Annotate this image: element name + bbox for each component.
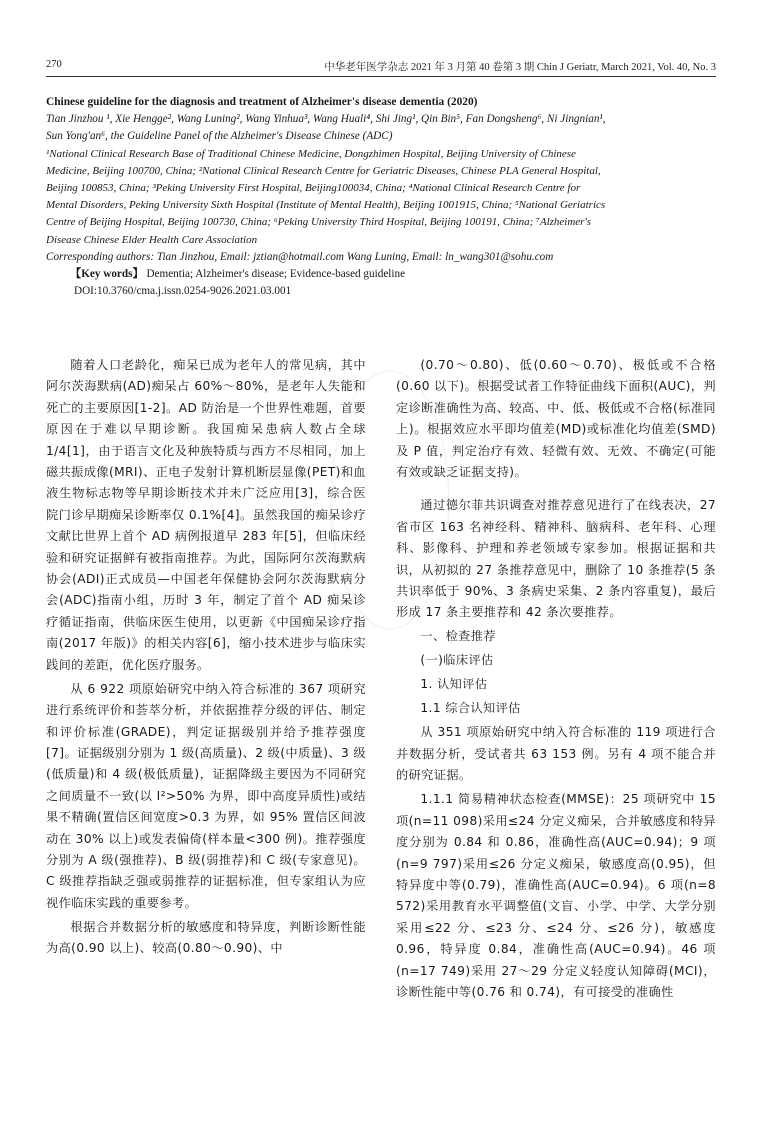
header-rule — [46, 76, 716, 77]
running-header — [46, 59, 716, 75]
doi: DOI:10.3760/cma.j.issn.0254-9026.2021.03.001 — [74, 285, 292, 298]
subsection-heading: 1.1 综合认知评估 — [420, 701, 521, 716]
page-number: 270 — [46, 59, 62, 70]
corresponding-authors: Corresponding authors: Tian Jinzhou, Email: jztian@hotmail.com Wang Luning, Email: ln_wang301@sohu.com — [46, 250, 554, 263]
keywords-label: 【Key words】 — [70, 268, 144, 281]
section-heading: 一、检查推荐 — [420, 629, 496, 644]
keywords-line — [46, 266, 606, 283]
paragraph: (0.70～0.80)、低(0.60～0.70)、极低或不合格(0.60 以下)。根据受试者工作特征曲线下面积(AUC)，判定诊断准确性为高、较高、中、低、极低或不合格(标准同上)。根据效应水平即均值差(MD)或标准化均值差(SMD)及 P 值，判定治疗有效、轻微有效、无效、不确定(可能有效或缺乏证据支持)。 — [396, 358, 716, 480]
english-authors: Tian Jinzhou ¹, Xie Hengge², Wang Luning², Wang Yinhua³, Wang Huali⁴, Shi Jing¹, Qin Bin⁵, Fan Dongsheng⁶, Ni Jingnian¹, Sun Yong'an⁶, the Guideline Panel of the Alzheimer's Disease Chinese (ADC) — [46, 113, 606, 143]
paragraph: 随着人口老龄化，痴呆已成为老年人的常见病，其中阿尔茨海默病(AD)痴呆占 60%～80%，是老年人失能和死亡的主要原因[1-2]。AD 防治是一个世界性难题，首要原因在于难以早期诊断。我国痴呆患病人数占全球 1/4[1]，由于语言文化及种族特质与西方不尽相同，加上磁共振成像(MRI)、正电子发射计算机断层显像(PET)和血液生物标志物等早期诊断技术并未广泛应用[3]，综合医院门诊早期痴呆诊断率仅 0.1%[4]。虽然我国的痴呆诊疗文献比世界上首个 AD 病例报道早 283 年[5]，但临床经验和研究证据鲜有被指南推荐。为此，国际阿尔茨海默病协会(ADI)正式成员—中国老年保健协会阿尔茨海默病分会(ADC)指南小组，历时 3 年，制定了首个 AD 痴呆诊疗循证指南，供临床医生使用，以更新《中国痴呆诊疗指南(2017 年版)》的相关内容[6]，缩小技术进步与临床实践间的差距，优化医疗服务。 — [46, 358, 366, 672]
paragraph: 通过德尔菲共识调查对推荐意见进行了在线表决，27 省市区 163 名神经科、精神科、脑病科、老年科、心理科、影像科、护理和养老领域专家参加。根据证据和共识，从初拟的 27 条推荐意见中，删除了 10 条推荐(5 条共识率低于 90%、3 条病史采集、2 条内容重复)，最后形成 17 条主要推荐和 42 条次要推荐。 — [396, 498, 716, 620]
body-column-right — [396, 355, 716, 1006]
english-title: Chinese guideline for the diagnosis and treatment of Alzheimer's disease dementia (2020) — [46, 96, 478, 108]
keywords-text: Dementia; Alzheimer's disease; Evidence-based guideline — [146, 268, 406, 281]
subsection-heading: (一)临床评估 — [420, 653, 494, 668]
english-affiliations: ¹National Clinical Research Base of Traditional Chinese Medicine, Dongzhimen Hospital, Beijing University of Chinese Medicine, Beijing 100700, China; ²National Clinical Research Centre for Geriatric Diseases, Chinese PLA General Hospital, Beijing 100853, China; ³Peking University First Hospital, Beijing100034, China; ⁴National Clinical Research Centre for Mental Disorders, Peking University Sixth Hospital (Institute of Mental Health), Beijing 1001915, China; ⁵National Geriatrics Centre of Beijing Hospital, Beijing 100730, China; ⁶Peking University Third Hospital, Beijing 100191, China; ⁷Alzheimer's Disease Chinese Elder Health Care Association — [46, 147, 606, 246]
paragraph: 根据合并数据分析的敏感度和特异度，判断诊断性能为高(0.90 以上)、较高(0.80～0.90)、中 — [46, 919, 366, 956]
paragraph: 从 351 项原始研究中纳入符合标准的 119 项进行合并数据分析，受试者共 63 153 例。另有 4 项不能合并的研究证据。 — [396, 725, 716, 783]
paragraph: 从 6 922 项原始研究中纳入符合标准的 367 项研究进行系统评价和荟萃分析，并依据推荐分级的评估、制定和评价标准(GRADE)，判定证据级别并给予推荐强度[7]。证据级别分别为 1 级(高质量)、2 级(中质量)、3 级(低质量)和 4 级(极低质量)，证据降级主要因为不同研究之间质量不一致(以 I²>50% 为界，即中高度异质性)或结果不精确(置信区间宽度>0.3 为界，如 95% 置信区间波动在 30% 以上)或发表偏倚(样本量<300 例)。推荐强度分别为 A 级(强推荐)、B 级(弱推荐)和 C 级(专家意见)。C 级推荐指缺乏强或弱推荐的证据标准，但专家组认为应视作临床实践的重要参考。 — [46, 681, 366, 910]
paragraph: 1.1.1 简易精神状态检查(MMSE)：25 项研究中 15 项(n=11 098)采用≤24 分定义痴呆，合并敏感度和特异度分别为 0.84 和 0.86，准确性高(AUC=0.94)；9 项(n=9 797)采用≤26 分定义痴呆，敏感度高(0.95)，但特异度中等(0.79)，准确性高(AUC=0.94)。6 项(n=8 572)采用教育水平调整值(文盲、小学、中学、大学分别采用≤22 分、≤23 分、≤24 分、≤26 分)，敏感度 0.96，特异度 0.84，准确性高(AUC=0.94)。46 项(n=17 749)采用 27～29 分定义轻度认知障碍(MCI)，诊断性能中等(0.76 和 0.74)，有可接受的准确性 — [396, 792, 716, 999]
subsection-heading: 1. 认知评估 — [420, 677, 488, 692]
journal-citation: 中华老年医学杂志 2021 年 3 月第 40 卷第 3 期 Chin J Geriatr, March 2021, Vol. 40, No. 3 — [324, 62, 716, 73]
english-abstract-block — [46, 94, 606, 300]
body-column-left — [46, 355, 366, 962]
